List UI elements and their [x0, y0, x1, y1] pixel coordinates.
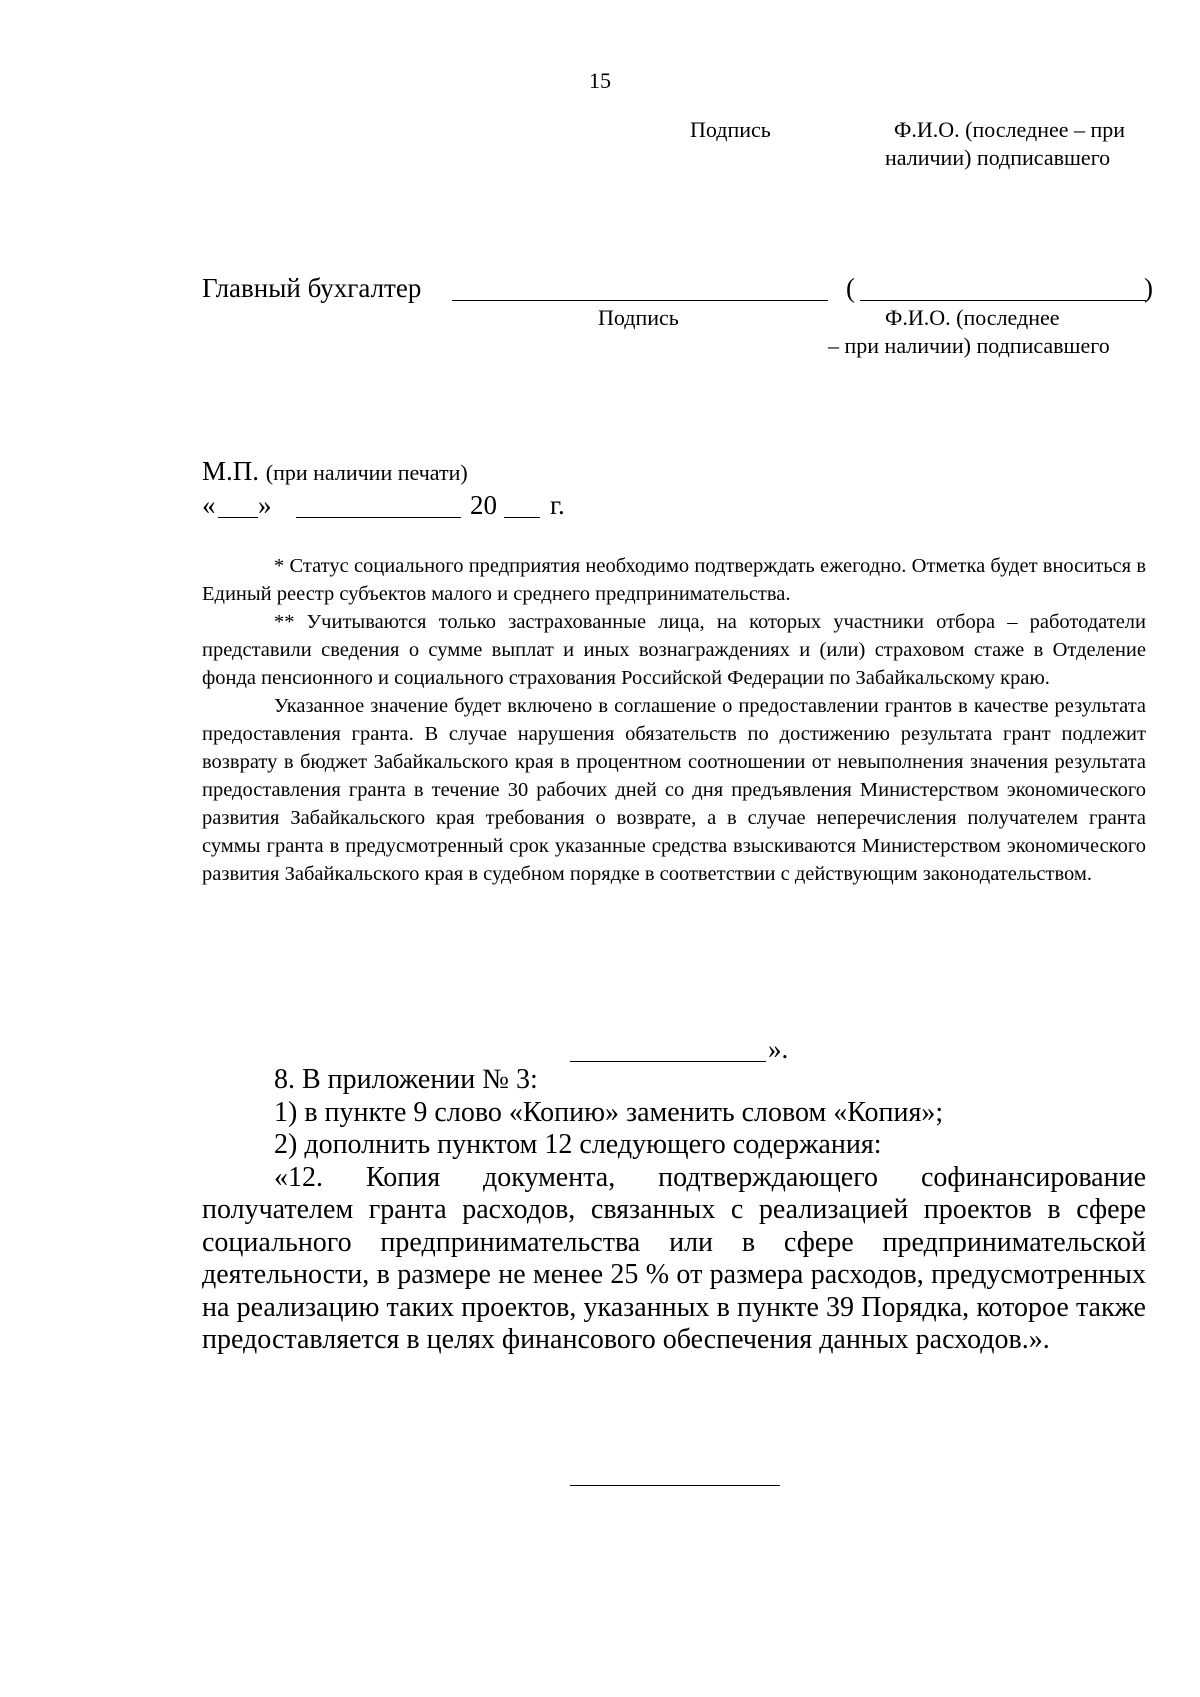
chief-sign-label: Подпись — [598, 305, 679, 330]
closing-line — [570, 1061, 766, 1062]
mp-label: М.П. — [202, 456, 260, 486]
top-sign-label: Подпись — [690, 117, 771, 142]
close-paren: ) — [1144, 273, 1153, 303]
footnote-2: ** Учитываются только застрахованные лица, на которых участники отбора – работодатели представили сведения о сумме выплат и иных вознаграждениях и (или) страховом стаже в Отделение фонда пенсионного и социального страхования Российской Федерации по Забайкальскому краю. — [202, 611, 1146, 689]
signature-line — [452, 300, 828, 301]
year-suffix: г. — [550, 490, 565, 520]
quote-open: « — [202, 490, 216, 520]
year-line — [504, 517, 540, 518]
footnote-1: * Статус социального предприятия необходимо подтверждать ежегодно. Отметка будет вноситься в Единый реестр субъектов малого и среднего предпринимательства. — [202, 555, 1146, 605]
subitem-2: 2) дополнить пунктом 12 следующего содержания: — [274, 1129, 882, 1160]
subitem-1: 1) в пункте 9 слово «Копию» заменить словом «Копия»; — [274, 1096, 944, 1128]
year-prefix: 20 — [470, 490, 497, 520]
page-number: 15 — [589, 68, 611, 93]
top-name-label-line2: наличии) подписавшего — [885, 145, 1111, 170]
name-line — [860, 300, 1146, 301]
chief-accountant-label: Главный бухгалтер — [202, 273, 422, 303]
chief-name-label-line2: – при наличии) подписавшего — [828, 333, 1110, 358]
month-line — [296, 517, 461, 518]
open-paren: ( — [846, 273, 855, 303]
end-separator — [570, 1485, 780, 1486]
item-8: 8. В приложении № 3: — [274, 1064, 538, 1095]
day-line — [218, 517, 258, 518]
quote-close: » — [258, 490, 272, 520]
footnote-3: Указанное значение будет включено в соглашение о предоставлении грантов в качестве результата предоставления гранта. В случае нарушения обязательств по достижению результата грант подлежит возврату в бюджет Забайкальского края в процентном соотношении от невыполнения значения результата предоставления гранта в течение 30 рабочих дней со дня предъявления Министерством экономического развития Забайкальского края требования о возврате, а в случае неперечисления получателем гранта суммы гранта в предусмотренный срок указанные средства взыскиваются Министерством экономического развития Забайкальского края в судебном порядке в соответствии с действующим законодательством. — [202, 695, 1146, 885]
closing-mark: ». — [768, 1034, 789, 1064]
footnotes — [202, 552, 1146, 888]
item-12: «12. Копия документа, подтверждающего софинансирование получателем гранта расходов, связанных с реализацией проектов в сфере социального предпринимательства или в сфере предпринимательской деятельности, в размере не менее 25 % от размера расходов, предусмотренных на реализацию таких проектов, указанных в пункте 39 Порядка, которое также предоставляется в целях финансового обеспечения данных расходов.». — [202, 1161, 1146, 1355]
top-name-label-line1: Ф.И.О. (последнее – при — [894, 117, 1126, 142]
amendments — [202, 1064, 1146, 1357]
chief-name-label-line1: Ф.И.О. (последнее — [885, 305, 1060, 330]
mp-note: (при наличии печати) — [265, 460, 468, 485]
stamp-place — [202, 455, 468, 489]
